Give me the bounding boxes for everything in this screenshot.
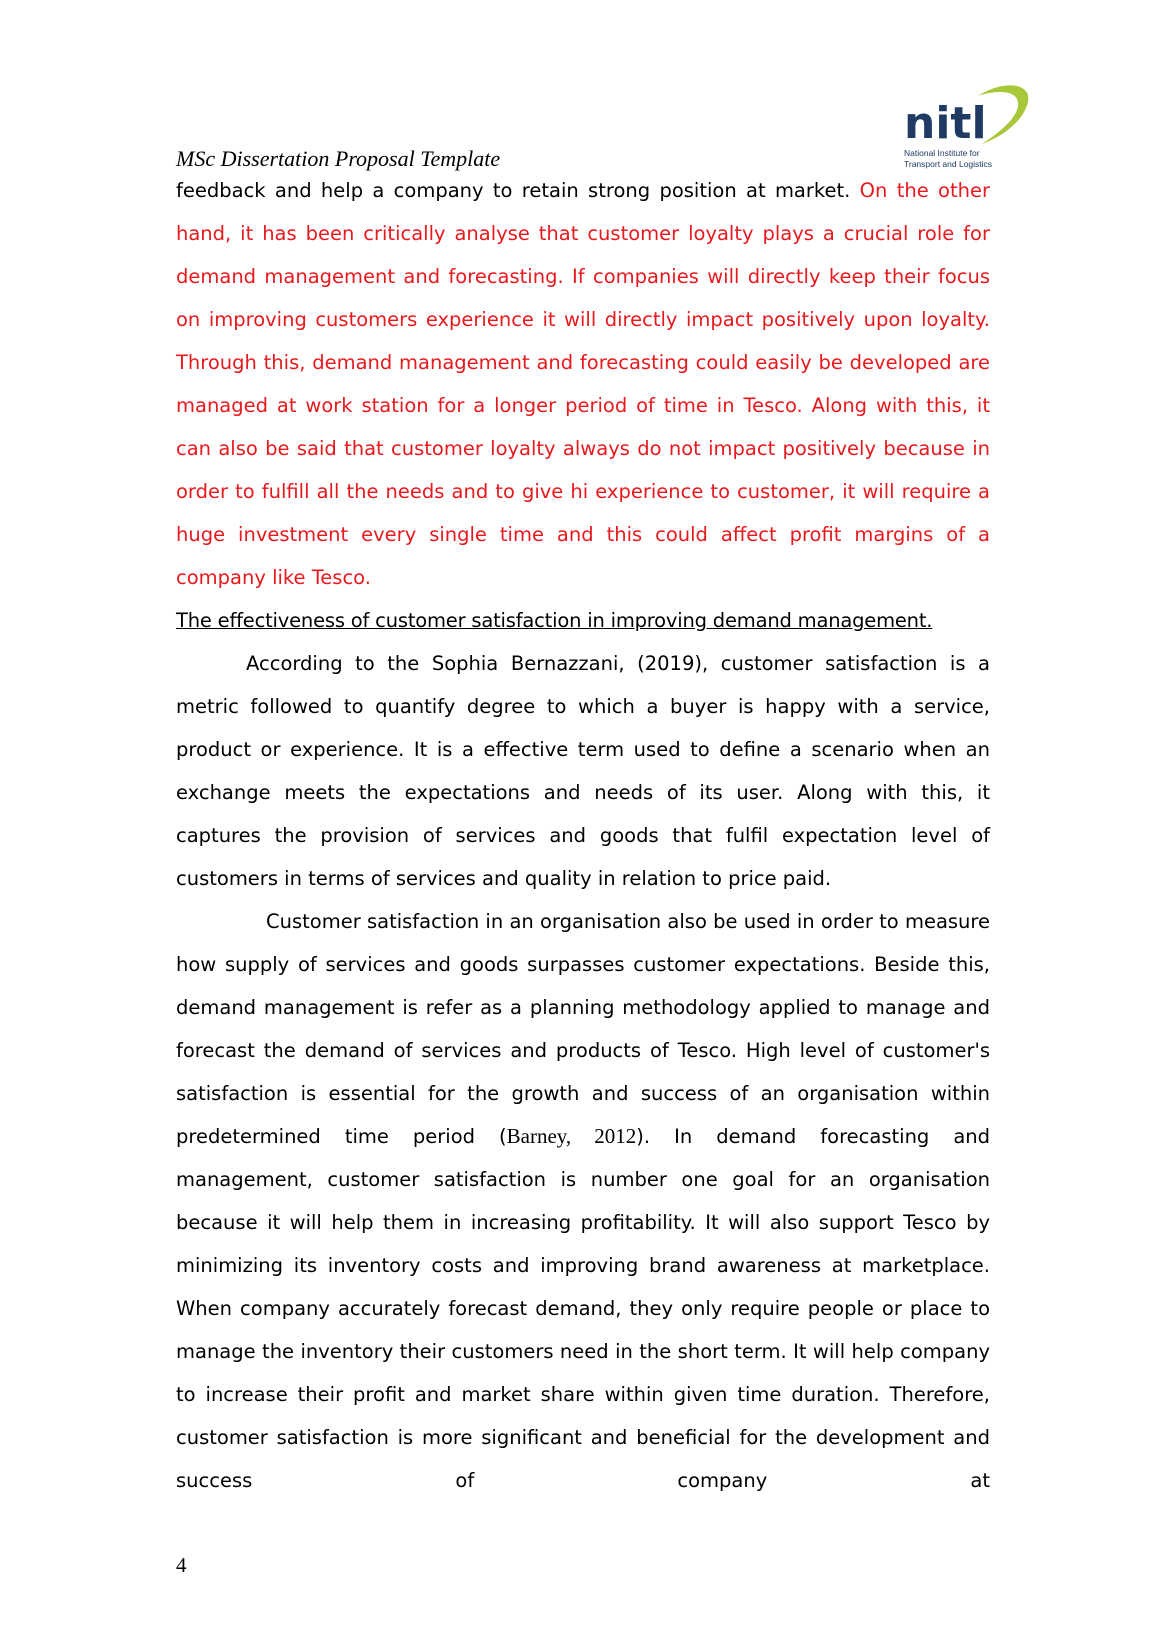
logo-subtitle <box>904 148 992 170</box>
page-number: 4 <box>176 1553 187 1577</box>
paragraph-3-text-before: Customer satisfaction in an organisation also be used in order to measure how supply of services and goods surpasses customer expectations. Beside this, demand management is refer as a planning methodology applied to manage and forecast the demand of services and products of Tesco. High level of customer's satisfaction is essential for the growth and success of an organisation within predetermined time period ( <box>176 910 990 1148</box>
logo-subtitle-line2: Transport and Logistics <box>904 159 993 169</box>
paragraph-3-text-after: ). In demand forecasting and management, customer satisfaction is number one goal for an organisation because it will help them in increasing profitability. It will also support Tesco by minimizing its inventory costs and improving brand awareness at marketplace. When company accurately forecast demand, they only require people or place to manage the inventory their customers need in the short term. It will help company to increase their profit and market share within given time duration. Therefore, customer satisfaction is more significant and beneficial for the development and success of company at <box>176 1125 991 1492</box>
header-title: MSc Dissertation Proposal Template <box>176 146 501 171</box>
paragraph-1-black-text: feedback and help a company to retain strong position at market. <box>176 179 860 202</box>
citation: Barney, 2012 <box>506 1124 637 1148</box>
paragraph-1 <box>176 169 990 599</box>
paragraph-3 <box>176 900 990 1502</box>
body-text <box>176 169 990 1502</box>
section-heading: The effectiveness of customer satisfaction in improving demand management. <box>176 609 933 632</box>
paragraph-2: According to the Sophia Bernazzani, (2019), customer satisfaction is a metric followed to quantify degree to which a buyer is happy with a service, product or experience. It is a effective term used to define a scenario when an exchange meets the expectations and needs of its user. Along with this, it captures the provision of services and goods that fulfil expectation level of customers in terms of services and quality in relation to price paid. <box>176 652 990 890</box>
logo-subtitle-line1: National Institute for <box>904 148 980 158</box>
paragraph-1-red-text: On the other hand, it has been critically analyse that customer loyalty plays a crucial role for demand management and forecasting. If companies will directly keep their focus on improving customers experience it will directly impact positively upon loyalty. Through this, demand management and forecasting could easily be developed are managed at work station for a longer period of time in Tesco. Along with this, it can also be said that customer loyalty always do not impact positively because in order to fulfill all the needs and to give hi experience to customer, it will require a huge investment every single time and this could affect profit margins of a company like Tesco. <box>176 179 990 589</box>
logo-text: nitl <box>904 98 987 149</box>
